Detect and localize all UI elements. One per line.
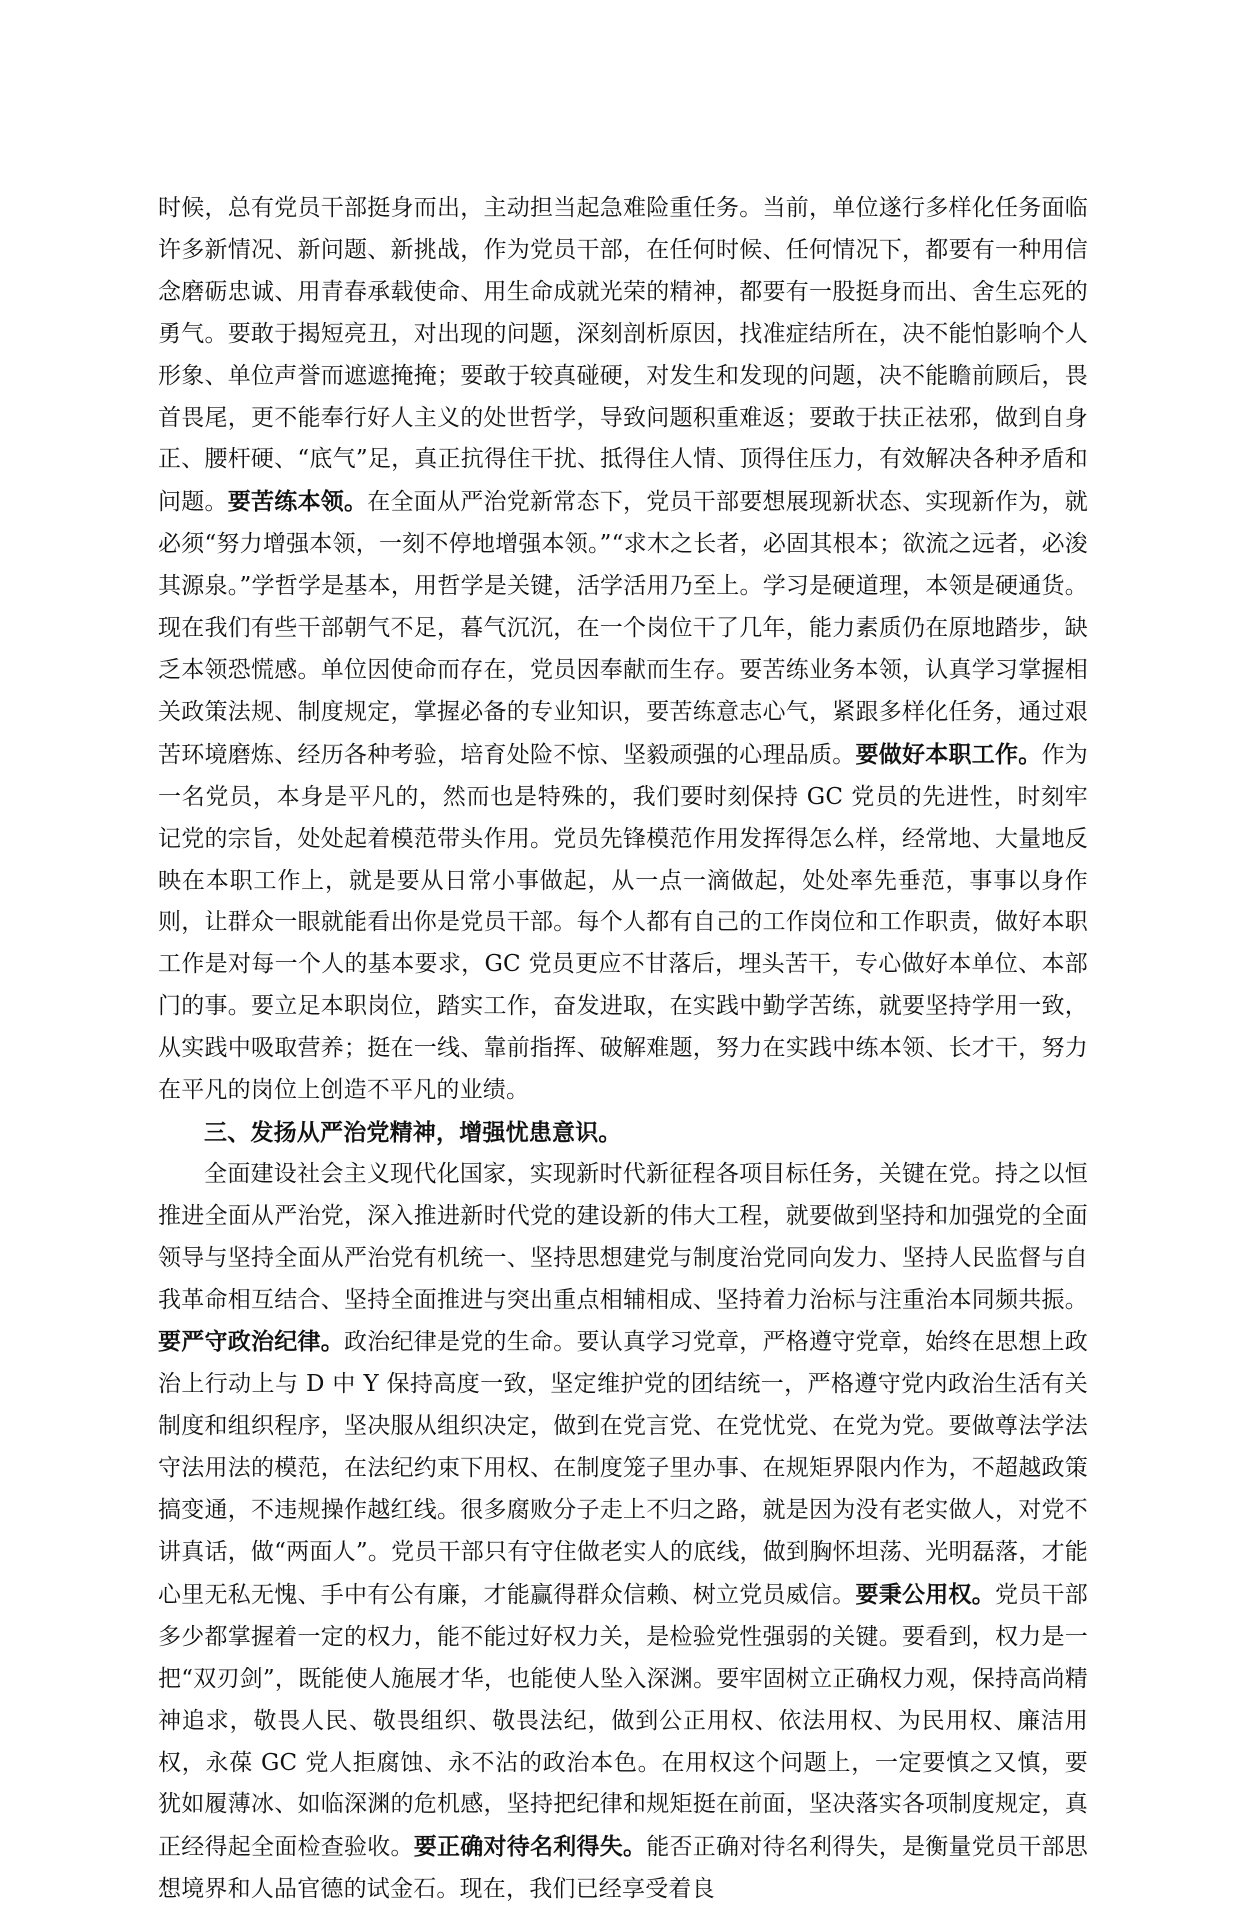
body-text: 时候，总有党员干部挺身而出，主动担当起急难险重任务。当前，单位遂行多样化任务面临许多新情况、新问题、新挑战，作为党员干部，在任何时候、任何情况下，都要有一种用信念磨砺忠诚、用青春承载使命、用生命成就光荣的精神，都要有一股挺身而出、舍生忘死的勇气。要敢于揭短亮丑，对出现的问题，深刻剖析原因，找准症结所在，决不能怕影响个人形象、单位声誉而遮遮掩掩；要敢于较真碰硬，对发生和发现的问题，决不能瞻前顾后，畏首畏尾，更不能奉行好人主义的处世哲学，导致问题积重难返；要敢于扶正祛邪，做到自身正、腰杆硬、“底气”足，真正抗得住干扰、抵得住人情、顶得住压力，有效解决各种矛盾和问题。 xyxy=(158,195,1088,516)
section-heading xyxy=(158,1112,1088,1154)
body-text: 全面建设社会主义现代化国家，实现新时代新征程各项目标任务，关键在党。持之以恒推进全面从严治党，深入推进新时代党的建设新的伟大工程，就要做到坚持和加强党的全面领导与坚持全面从严治党有机统一、坚持思想建党与制度治党同向发力、坚持人民监督与自我革命相互结合、坚持全面推进与突出重点相辅相成、坚持着力治标与注重治本同频共振。 xyxy=(158,1160,1088,1313)
body-text: 政治纪律是党的生命。要认真学习党章，严格遵守党章，始终在思想上政治上行动上与 D 中 Y 保持高度一致，坚定维护党的团结统一，严格遵守党内政治生活有关制度和组织程序，坚决服从组织决定，做到在党言党、在党忧党、在党为党。要做尊法学法守法用法的模范，在法纪约束下用权、在制度笼子里办事、在规矩界限内作为，不超越政策搞变通，不违规操作越红线。很多腐败分子走上不归之路，就是因为没有老实做人，对党不讲真话，做“两面人”。党员干部只有守住做老实人的底线，做到胸怀坦荡、光明磊落，才能心里无私无愧、手中有公有廉，才能赢得群众信赖、树立党员威信。 xyxy=(158,1329,1088,1608)
body-text: 在全面从严治党新常态下，党员干部要想展现新状态、实现新作为，就必须“努力增强本领，一刻不停地增强本领。”“求木之长者，必固其根本；欲流之远者，必浚其源泉。”学哲学是基本，用哲学是关键，活学活用乃至上。学习是硬道理，本领是硬通货。现在我们有些干部朝气不足，暮气沉沉，在一个岗位干了几年，能力素质仍在原地踏步，缺乏本领恐慌感。单位因使命而存在，党员因奉献而生存。要苦练业务本领，认真学习掌握相关政策法规、制度规定，掌握必备的专业知识，要苦练意志心气，紧跟多样化任务，通过艰苦环境磨炼、经历各种考验，培育处险不惊、坚毅顽强的心理品质。 xyxy=(158,489,1089,768)
subheading-bold: 要正确对待名利得失。 xyxy=(413,1833,647,1861)
document-body xyxy=(158,188,1088,1911)
paragraph-continued xyxy=(158,188,1088,1112)
subheading-bold: 要苦练本领。 xyxy=(227,488,368,516)
body-text: 能否正确对待名利得失，是衡量党员干部思想境界和人品官德的试金石。现在，我们已经享受着良 xyxy=(158,1834,1088,1903)
body-text: 党员干部多少都掌握着一定的权力，能不能过好权力关，是检验党性强弱的关键。要看到，权力是一把“双刃剑”，既能使人施展才华，也能使人坠入深渊。要牢固树立正确权力观，保持高尚精神追求，敬畏人民、敬畏组织、敬畏法纪，做到公正用权、依法用权、为民用权、廉洁用权，永葆 GC 党人拒腐蚀、永不沾的政治本色。在用权这个问题上，一定要慎之又慎，要犹如履薄冰、如临深渊的危机感，坚持把纪律和规矩挺在前面，坚决落实各项制度规定，真正经得起全面检查验收。 xyxy=(158,1581,1088,1861)
subheading-bold: 要严守政治纪律。 xyxy=(158,1328,345,1356)
body-text: 作为一名党员，本身是平凡的，然而也是特殊的，我们要时刻保持 GC 党员的先进性，时刻牢记党的宗旨，处处起着模范带头作用。党员先锋模范作用发挥得怎么样，经常地、大量地反映在本职工作上，就是要从日常小事做起，从一点一滴做起，处处率先垂范，事事以身作则，让群众一眼就能看出你是党员干部。每个人都有自己的工作岗位和工作职责，做好本职工作是对每一个人的基本要求，GC 党员更应不甘落后，埋头苦干，专心做好本单位、本部门的事。要立足本职岗位，踏实工作，奋发进取，在实践中勤学苦练，就要坚持学用一致，从实践中吸取营养；挺在一线、靠前指挥、破解难题，努力在实践中练本领、长才干，努力在平凡的岗位上创造不平凡的业绩。 xyxy=(158,741,1088,1104)
section-heading-text: 三、发扬从严治党精神，增强忧患意识。 xyxy=(204,1118,622,1146)
subheading-bold: 要做好本职工作。 xyxy=(855,740,1042,768)
subheading-bold: 要秉公用权。 xyxy=(855,1580,996,1608)
paragraph xyxy=(158,1154,1088,1911)
